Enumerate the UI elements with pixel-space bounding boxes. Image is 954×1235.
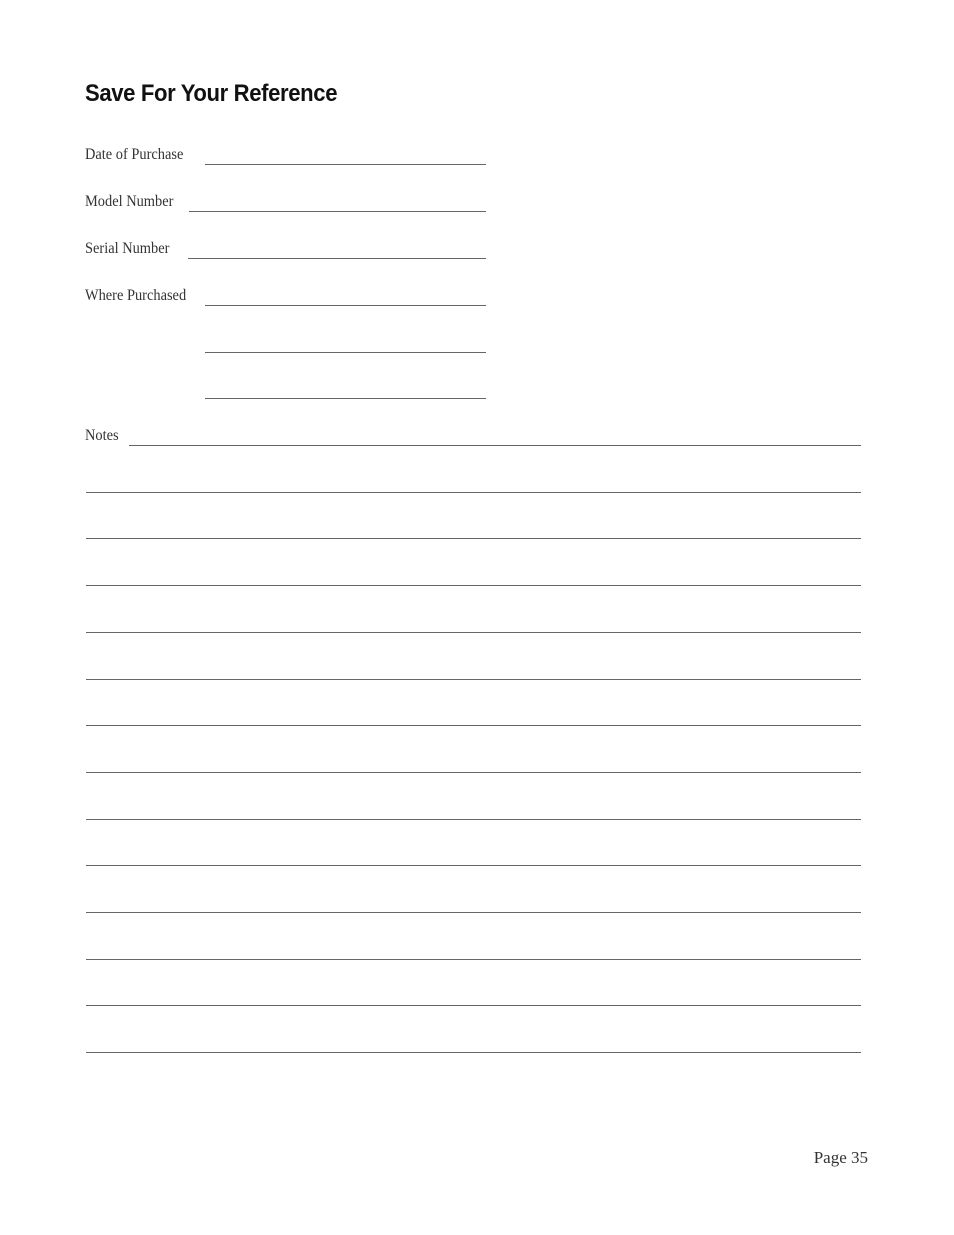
notes-line-4[interactable] [86,585,861,586]
notes-line-11[interactable] [86,912,861,913]
model-number-line[interactable] [189,211,486,212]
where-purchased-line-3[interactable] [205,398,486,399]
notes-line-10[interactable] [86,865,861,866]
date-of-purchase-line[interactable] [205,164,486,165]
page-title: Save For Your Reference [85,80,338,107]
notes-line-1[interactable] [129,445,861,446]
notes-line-8[interactable] [86,772,861,773]
notes-line-3[interactable] [86,538,861,539]
serial-number-label: Serial Number [85,240,170,257]
notes-line-13[interactable] [86,1005,861,1006]
where-purchased-line[interactable] [205,305,486,306]
page-number: Page 35 [813,1148,868,1167]
where-purchased-line-2[interactable] [205,352,486,353]
date-of-purchase-label: Date of Purchase [85,146,184,163]
notes-line-6[interactable] [86,679,861,680]
notes-line-2[interactable] [86,492,861,493]
where-purchased-label: Where Purchased [85,287,187,304]
notes-line-12[interactable] [86,959,861,960]
notes-label: Notes [85,427,119,444]
notes-line-7[interactable] [86,725,861,726]
notes-line-9[interactable] [86,819,861,820]
notes-line-14[interactable] [86,1052,861,1053]
notes-line-5[interactable] [86,632,861,633]
model-number-label: Model Number [85,193,174,210]
serial-number-line[interactable] [188,258,486,259]
